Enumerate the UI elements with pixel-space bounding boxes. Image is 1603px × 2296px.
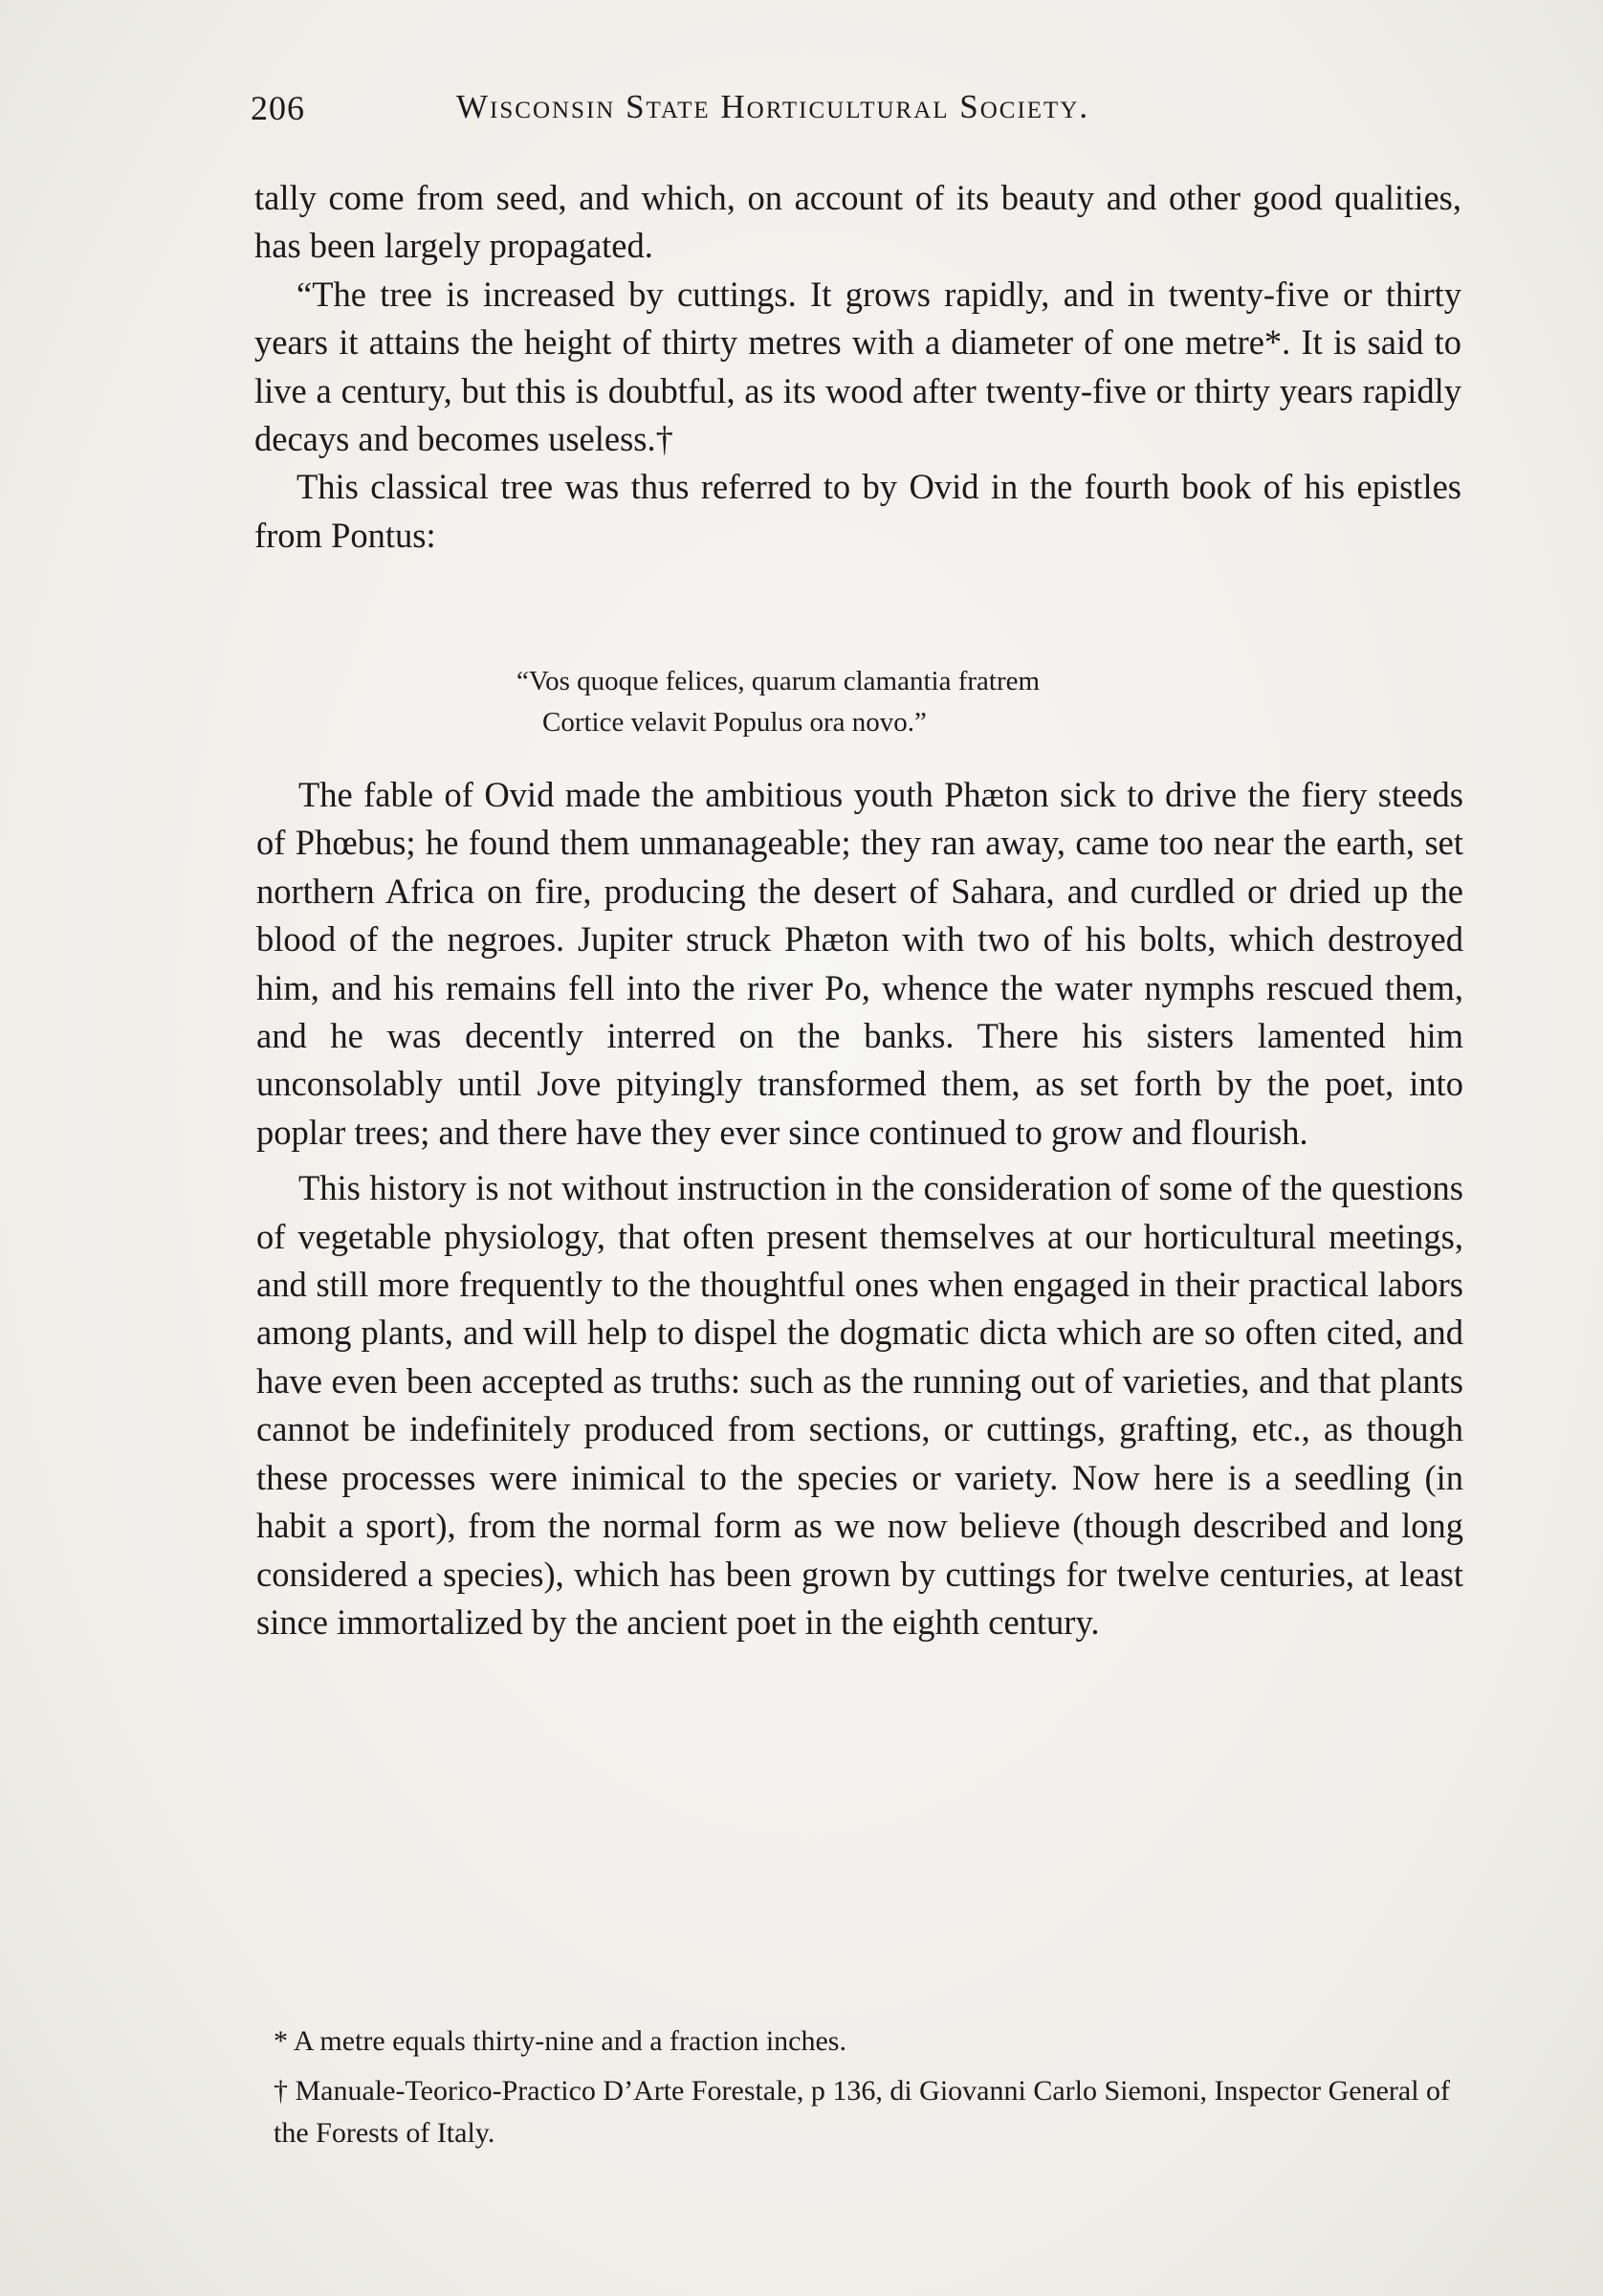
paragraph-quotation: “The tree is increased by cuttings. It grows rapidly, and in twenty-five or thirty years it attains the height of thirty metres with a diameter of one metre*. It is said to live a century, but this is doubtful, as its wood after twenty-five or thirty years rapidly decays and becomes useless.† — [254, 274, 1461, 459]
paragraph-history: This history is not without instruction in the consideration of some of the questions of vegetable physiology, that often present themselves at our horticultural meetings, and still more frequently to the thoughtful ones when engaged in their practical labors among plants, and will help to dispel the dogmatic dicta which are so often cited, and have even been accepted as truths: such as the running out of varieties, and that plants cannot be indefinitely produced from sections, or cuttings, grafting, etc., as though these processes were inimical to the species or variety. Now here is a seedling (in habit a sport), from the normal form as we now believe (though described and long considered a species), which has been grown by cuttings for twelve centuries, at least since immortalized by the ancient poet in the eighth century. — [256, 1168, 1463, 1642]
page-header — [251, 88, 1475, 145]
paragraph-ovid-intro: This classical tree was thus referred to by Ovid in the fourth book of his epistles from Pontus: — [254, 467, 1461, 555]
body-text-bottom — [256, 771, 1463, 1646]
paragraph-fable: The fable of Ovid made the ambitious youth Phæton sick to drive the fiery steeds of Phœbus; he found them unmanageable; they ran away, came too near the earth, set northern Africa on fire, producing the desert of Sahara, and curdled or dried up the blood of the negroes. Jupiter struck Phæton with two of his bolts, which destroyed him, and his remains fell into the river Po, whence the water nymphs rescued them, and he was decently interred on the banks. There his sisters lamented him unconsolably until Jove pityingly transformed them, as set forth by the poet, into poplar trees; and there have they ever since continued to grow and flourish. — [256, 775, 1463, 1152]
quote-line-2: Cortice velavit Populus ora novo.” — [542, 707, 927, 738]
latin-quote — [516, 661, 1377, 743]
footnote-source: † Manuale-Teorico-Practico D’Arte Forestale, p 136, di Giovanni Carlo Siemoni, Inspector General of the Forests of Italy. — [274, 2075, 1451, 2149]
body-text-top — [254, 174, 1461, 560]
paragraph-continued: tally come from seed, and which, on account of its beauty and other good qualities, has been largely propagated. — [254, 178, 1461, 266]
page-number: 206 — [251, 89, 305, 127]
footnote-metre: * A metre equals thirty-nine and a fraction inches. — [274, 2025, 846, 2057]
quote-line-1: “Vos quoque felices, quarum clamantia fratrem — [516, 666, 1041, 696]
footnotes — [274, 2020, 1469, 2154]
running-title: Wisconsin State Horticultural Society. — [456, 88, 1090, 125]
